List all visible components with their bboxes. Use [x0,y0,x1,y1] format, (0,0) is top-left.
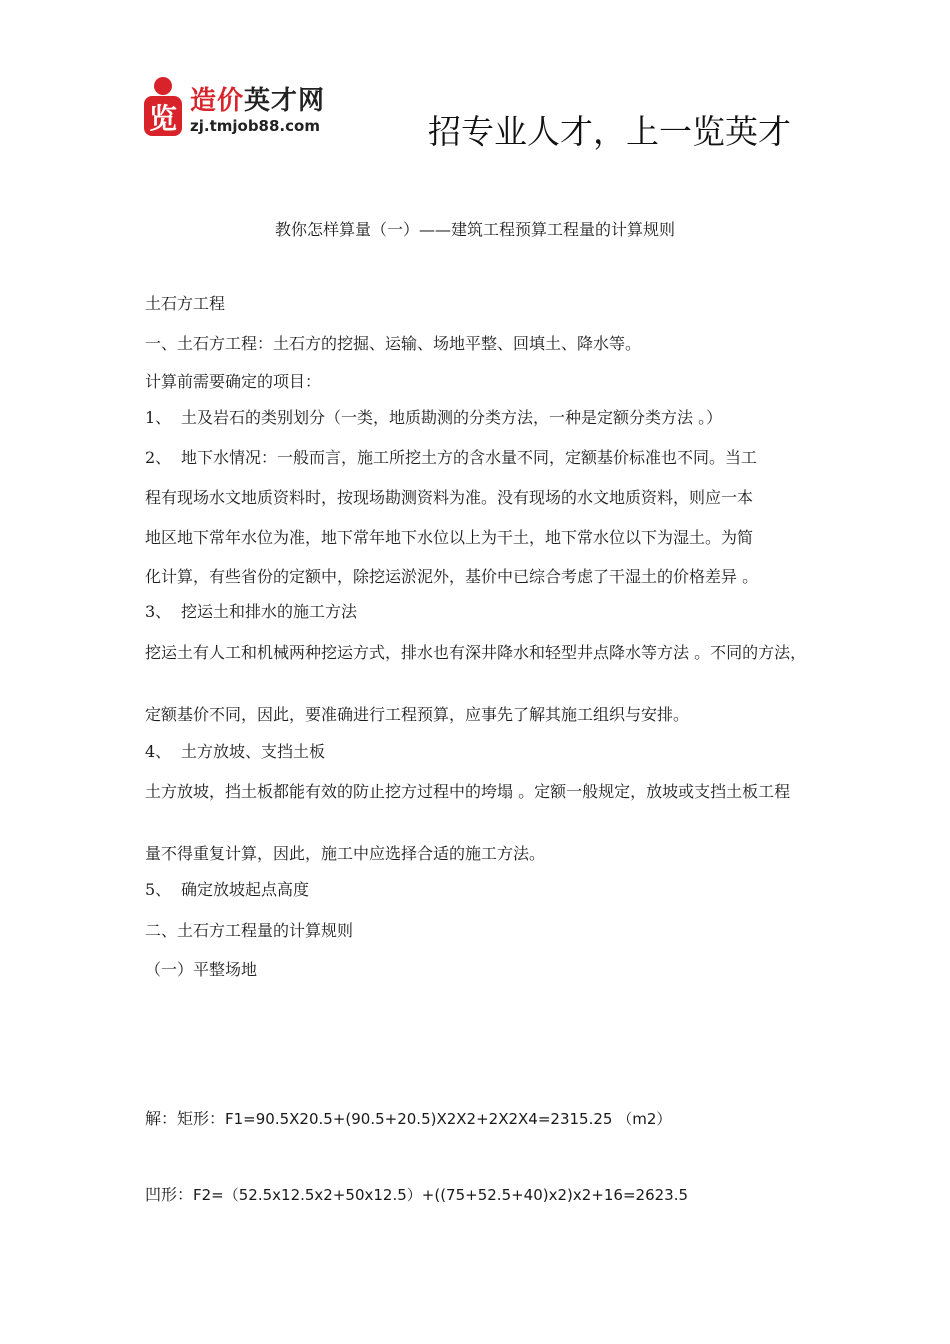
list-item-1 [145,406,722,429]
list-text: 土及岩石的类别划分（一类，地质勘测的分类方法，一种是定额分类方法 。） [181,408,723,427]
solution-label: 解：矩形： [145,1109,226,1128]
list-text: 地下水情况：一般而言，施工所挖土方的含水量不同，定额基价标准也不同。当工 [181,448,758,467]
list-item-2-line-2: 程有现场水文地质资料时，按现场勘测资料为准。没有现场的水文地质资料，则应一本 [145,488,754,507]
intro-paragraph: 一、土石方工程：土石方的挖掘、运输、场地平整、回填土、降水等。 [145,334,642,353]
concave-label: 凹形： [145,1185,194,1204]
list-item-4 [145,740,325,763]
document-title: 教你怎样算量（一）——建筑工程预算工程量的计算规则 [274,220,675,239]
item-3-paragraph-2: 定额基价不同，因此，要准确进行工程预算，应事先了解其施工组织与安排。 [145,705,690,724]
item-4-paragraph-2: 量不得重复计算，因此，施工中应选择合适的施工方法。 [145,844,546,863]
logo-icon [141,76,185,140]
logo-glyph: 览 [148,102,178,135]
list-text: 确定放坡起点高度 [181,880,310,899]
section-heading: 土石方工程 [145,294,226,313]
solution-formula: F1=90.5X20.5+(90.5+20.5)X2X2+2X2X4=2315.25 （m2） [225,1110,672,1128]
logo-url: zj.tmjob88.com [190,117,320,135]
concave-line [145,1183,688,1207]
list-item-2-line-3: 地区地下常年水位为准，地下常年地下水位以上为干土，地下常水位以下为湿土。为简 [145,528,754,547]
list-number: 4、 [145,742,172,761]
list-item-5 [145,878,309,901]
list-item-2-line-4: 化计算，有些省份的定额中，除挖运淤泥外，基价中已综合考虑了干湿土的价格差异 。 [145,567,759,586]
section-2-heading: 二、土石方工程量的计算规则 [145,921,354,940]
list-number: 1、 [145,408,172,427]
list-item-3 [145,600,357,623]
subsection-heading: （一）平整场地 [145,960,258,979]
logo-name [190,80,325,117]
prereq-paragraph: 计算前需要确定的项目： [145,372,322,391]
list-item-2 [145,446,757,469]
list-text: 土方放坡、支挡土板 [181,742,326,761]
item-3-paragraph-1: 挖运土有人工和机械两种挖运方式，排水也有深井降水和轻型井点降水等方法 。不同的方法， [145,643,807,662]
list-text: 挖运土和排水的施工方法 [181,602,358,621]
list-number: 5、 [145,880,172,899]
logo-mark [141,76,185,140]
concave-formula: F2=（52.5x12.5x2+50x12.5）+((75+52.5+40)x2)x2+16=2623.5 [193,1186,689,1204]
slogan: 招专业人才，上一览英才 [428,112,791,151]
list-number: 3、 [145,602,172,621]
logo-name-dark: 英才网 [244,86,326,116]
solution-line [145,1107,671,1131]
item-4-paragraph-1: 土方放坡，挡土板都能有效的防止挖方过程中的垮塌 。定额一般规定，放坡或支挡土板工程 [145,782,791,801]
list-number: 2、 [145,448,172,467]
logo-name-red: 造价 [190,86,245,116]
